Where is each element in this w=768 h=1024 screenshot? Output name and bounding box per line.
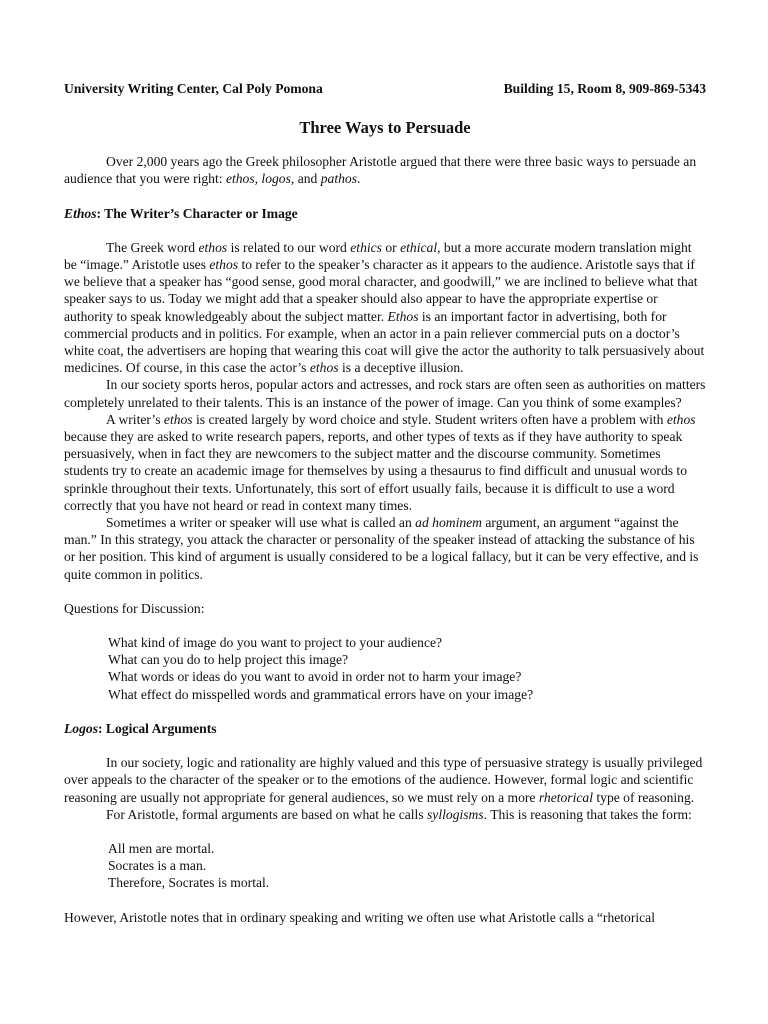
syllogism-line: Socrates is a man. xyxy=(108,858,207,874)
ethos-paragraph-3: A writer’s ethos is created largely by word choice and style. Student writers often have a problem with ethos because they are asked to write research papers, reports, and other types of texts as if they have authority to speak persuasively, when in fact they are newcomers to the subject matter and the discourse community. Sometimes students try to create an academic image for themselves by using a thesaurus to find difficult and unusual words to sprinkle throughout their texts. Unfortunately, this sort of effort usually fails, because it is difficult to use a word correctly that you have not heard or read in context many times. xyxy=(64,411,696,513)
question-item: What kind of image do you want to project to your audience? xyxy=(108,635,443,651)
logos-paragraph-1: In our society, logic and rationality are highly valued and this type of persuasive strategy is usually privileged over appeals to the character of the speaker or to the emotions of the audience. However, formal logic and scientific reasoning are usually not appropriate for general audiences, so we must rely on a more rhetorical type of reasoning. xyxy=(64,755,703,805)
question-item: What effect do misspelled words and grammatical errors have on your image? xyxy=(108,686,534,702)
syllogism-line: All men are mortal. xyxy=(108,840,215,856)
header-left: University Writing Center, Cal Poly Pomona xyxy=(64,81,323,96)
document-title: Three Ways to Persuade xyxy=(299,118,471,138)
syllogism-line: Therefore, Socrates is mortal. xyxy=(108,875,270,891)
question-item: What can you do to help project this image? xyxy=(108,652,349,668)
ethos-paragraph-4: Sometimes a writer or speaker will use what is called an ad hominem argument, an argument “against the man.” In this strategy, you attack the character or personality of the speaker instead of attacking the substance of his or her position. This kind of argument is usually considered to be a logical fallacy, but it can be very effective, and is quite common in politics. xyxy=(64,515,699,582)
ethos-paragraph-1: The Greek word ethos is related to our word ethics or ethical, but a more accurate modern translation might be “image.” Aristotle uses ethos to refer to the speaker’s character as it appears to the audience. Aristotle says that if we believe that a speaker has “good sense, good moral character, and goodwill,” we are inclined to believe what that speaker says to us. Today we might add that a speaker should also appear to have the appropriate expertise or authority to speak knowledgeably about the subject matter. Ethos is an important factor in advertising, both for commercial products and in politics. For example, when an actor in a pain reliever commercial puts on a doctor’s white coat, the advertisers are hoping that wearing this coat will give the actor the authority to talk persuasively about medicines. Of course, in this case the actor’s ethos is a deceptive illusion. xyxy=(64,239,705,376)
intro-paragraph: Over 2,000 years ago the Greek philosopher Aristotle argued that there were three basic ways to persuade an audience that you were right: ethos, logos, and pathos. xyxy=(64,154,697,187)
syllogism-example xyxy=(64,840,706,892)
page-header xyxy=(64,80,706,97)
questions-list xyxy=(64,634,706,703)
logos-heading: Logos: Logical Arguments xyxy=(64,720,217,736)
logos-paragraph-2: For Aristotle, formal arguments are based on what he calls syllogisms. This is reasoning that takes the form: xyxy=(106,806,692,822)
ethos-heading: Ethos: The Writer’s Character or Image xyxy=(64,205,298,221)
question-item: What words or ideas do you want to avoid in order not to harm your image? xyxy=(108,669,522,685)
questions-label: Questions for Discussion: xyxy=(64,600,205,616)
header-right: Building 15, Room 8, 909-869-5343 xyxy=(503,81,706,96)
ethos-paragraph-2: In our society sports heros, popular actors and actresses, and rock stars are often seen as authorities on matters completely unrelated to their talents. This is an instance of the power of image. Can you think of some examples? xyxy=(64,377,706,410)
final-line: However, Aristotle notes that in ordinary speaking and writing we often use what Aristotle calls a “rhetorical xyxy=(64,909,655,925)
